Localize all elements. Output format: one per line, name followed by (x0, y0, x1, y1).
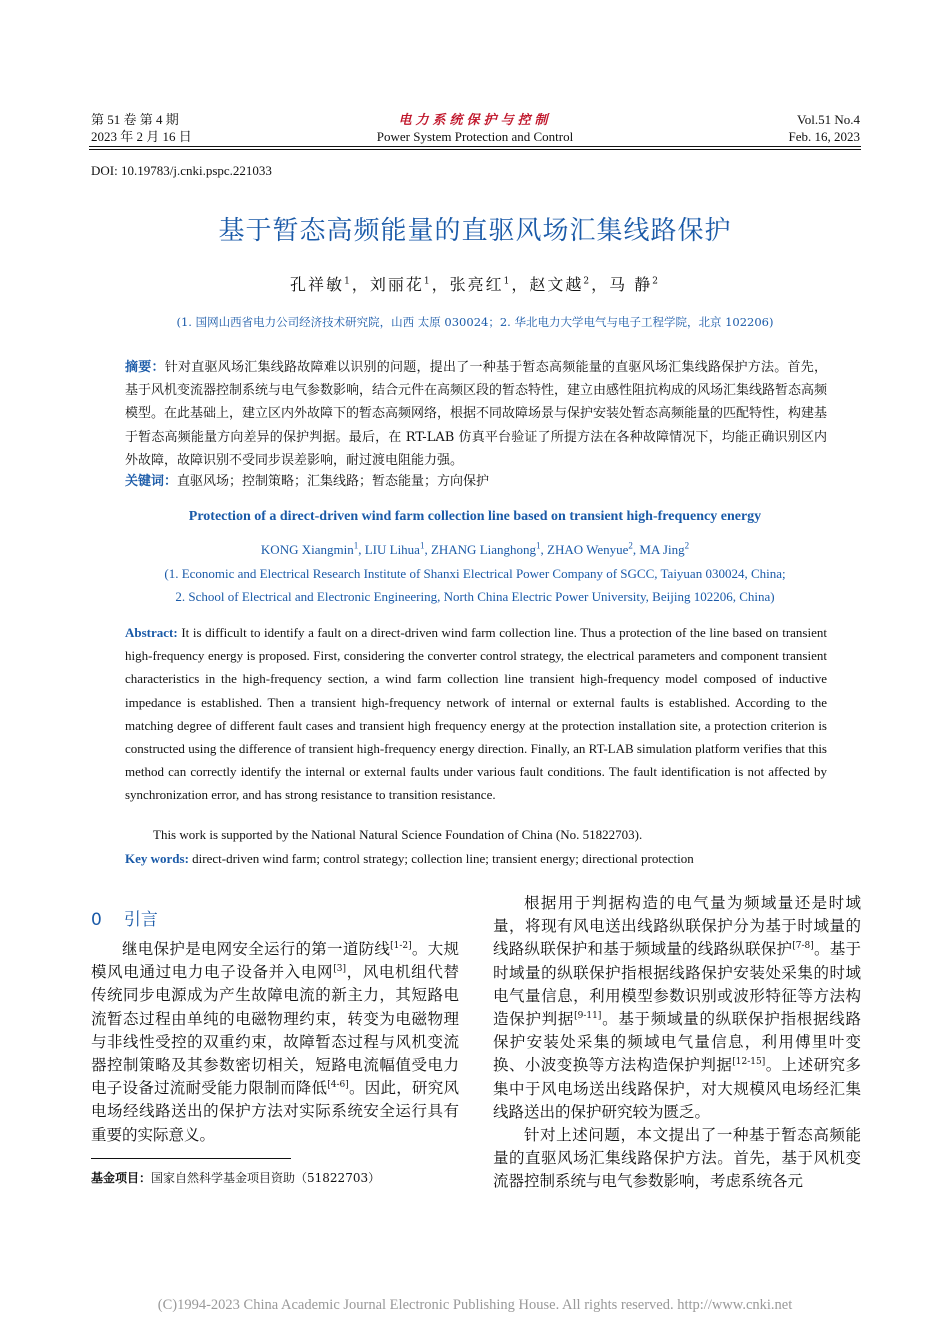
author-separator: ， (511, 275, 530, 294)
paper-title-en: Protection of a direct-driven wind farm collection line based on transient high-frequency energy (188, 509, 762, 524)
citation-ref[interactable]: [12-15] (732, 1057, 766, 1068)
paragraph (493, 1124, 861, 1194)
text-run: 。大规模风电通过电力电子设备并入电网 (91, 940, 459, 982)
header-rule-thin (89, 149, 861, 150)
author-separator: ， (351, 275, 370, 294)
keywords-en-text: direct-driven wind farm; control strategy; collection line; transient energy; directional protection (192, 851, 694, 866)
text-run: ，风电机组代替传统同步电源成为产生故障电流的新主力，其短路电流暂态过程由单纯的电磁物理约束，转变为电磁物理与非线性受控的双重约束，故障暂态过程与风机变流器控制策略及其参数密切相关，短路电流幅值受电力电子设备过流耐受能力限制而降低 (91, 963, 459, 1098)
author-affil-mark: 1 (353, 540, 359, 551)
author-separator: ， (431, 275, 450, 294)
authors-en (0, 542, 950, 558)
abstract-cn (125, 356, 827, 472)
author-affil-mark: 1 (503, 276, 512, 287)
author-name: MA Jing (639, 542, 685, 557)
abstract-cn-label: 摘要： (125, 360, 165, 375)
author-affil-mark: 2 (628, 540, 633, 551)
footnote-text: 国家自然科学基金项目资助（51822703） (151, 1171, 381, 1185)
author-affil-mark: 2 (583, 276, 592, 287)
author-affil-mark: 1 (419, 540, 425, 551)
body-column-left (91, 938, 459, 1147)
section-number: 0 (91, 910, 102, 930)
keywords-en (125, 851, 694, 867)
citation-ref[interactable]: [3] (333, 964, 346, 975)
header-vol-en (789, 111, 861, 145)
author-affil-mark: 1 (536, 540, 541, 551)
author-affil-mark: 1 (423, 276, 432, 287)
abstract-cn-text: 针对直驱风场汇集线路故障难以识别的问题，提出了一种基于暂态高频能量的直驱风场汇集线路保护方法。首先，基于风机变流器控制系统与电气参数影响，结合元件在高频区段的暂态特性，建立由感性阻抗构成的风场汇集线路暂态高频模型。在此基础上，建立区内外故障下的暂态高频网络，根据不同故障场景与保护安装处暂态高频能量的匹配特性，构建基于暂态高频能量方向差异的保护判据。最后，在 RT-LAB 仿真平台验证了所提方法在各种故障情况下，均能正确识别区内外故障，故障识别不受同步误差影响，耐过渡电阻能力强。 (125, 360, 828, 468)
author-separator: , (632, 542, 640, 557)
abstract-en-label: Abstract: (125, 625, 178, 640)
citation-ref[interactable]: [7-8] (792, 941, 814, 952)
keywords-cn-text: 直驱风场；控制策略；汇集线路；暂态能量；方向保护 (177, 474, 490, 489)
paragraph (493, 892, 861, 1124)
author-separator: , (540, 542, 548, 557)
author-name: ZHAO Wenyue (547, 542, 629, 557)
author-affil-mark: 2 (652, 276, 660, 287)
header-vol-no: Vol.51 No.4 (797, 112, 860, 127)
abstract-en-text: It is difficult to identify a fault on a direct-driven wind farm collection line. Thus a protection of the line based on transient high-frequency energy is proposed. First, considering the converter control strategy, the electrical parameters and component transient characteristics in the high-frequency section, a wind farm collection line transient high-frequency model composed of inductive impedance is established. Then a transient high-frequency network of internal or external faults is established. According to the matching degree of different fault cases and transient high frequency energy at the protection installation site, a protection criterion is constructed using the difference of transient high-frequency energy direction. Finally, an RT-LAB simulation platform verifies that this method can correctly identify the internal or external faults under various fault conditions. The fault identification is not affected by synchronization error, and has strong resistance to transition resistance. (125, 625, 827, 803)
author-name: LIU Lihua (364, 542, 420, 557)
author-affil-mark: 2 (684, 540, 690, 551)
text-run: 针对上述问题，本文提出了一种基于暂态高频能量的直驱风场汇集线路保护方法。首先，基于风机变流器控制系统与电气参数影响，考虑系统各元 (493, 1126, 861, 1191)
section-title: 引言 (123, 910, 158, 930)
funding-statement-en: This work is supported by the National Natural Science Foundation of China (No. 51822703). (153, 827, 643, 842)
affiliations-cn: (1. 国网山西省电力公司经济技术研究院，山西 太原 030024；2. 华北电力大学电气与电子工程学院，北京 102206) (176, 315, 774, 329)
citation-ref[interactable]: [1-2] (390, 940, 412, 951)
author-separator: , (424, 542, 431, 557)
author-name: 孔祥敏 (290, 275, 345, 294)
copyright-watermark: (C)1994-2023 China Academic Journal Electronic Publishing House. All rights reserved. http://www.cnki.net (157, 1297, 793, 1313)
author-name: KONG Xiangmin (260, 542, 354, 557)
footnote-rule (91, 1158, 291, 1159)
header-rule (89, 146, 861, 147)
affiliation-en-1: (1. Economic and Electrical Research Institute of Shanxi Electrical Power Company of SGCC, Taiyuan 030024, China; (164, 566, 786, 581)
text-run: 根据用于判据构造的电气量为频域量还是时域量，将现有风电送出线路纵联保护分为基于时域量的线路纵联保护和基于频域量的线路纵联保护 (493, 894, 861, 959)
paragraph (91, 938, 459, 1147)
author-affil-mark: 1 (344, 276, 352, 287)
citation-ref[interactable]: [4-6] (327, 1080, 349, 1091)
author-separator: ， (591, 275, 610, 294)
header-volume: 第 51 卷 第 4 期 (91, 112, 179, 127)
keywords-cn-label: 关键词： (125, 474, 178, 489)
paper-title-cn: 基于暂态高频能量的直驱风场汇集线路保护 (218, 216, 732, 246)
header-date: 2023 年 2 月 16 日 (91, 129, 192, 144)
citation-ref[interactable]: [9-11] (574, 1010, 602, 1021)
text-run: 。上述研究多集中于风电场送出线路保护，对大规模风电场经汇集线路送出的保护研究较为匮乏。 (493, 1056, 861, 1121)
authors-cn (0, 272, 950, 295)
author-separator: , (358, 542, 365, 557)
footnote-label: 基金项目： (91, 1171, 152, 1185)
author-name: 赵文越 (529, 275, 584, 294)
journal-name-cn: 电力系统保护与控制 (398, 112, 552, 127)
body-column-right (493, 892, 861, 1194)
section-heading (91, 905, 158, 930)
affiliation-en-2: 2. School of Electrical and Electronic Engineering, North China Electric Power University, Beijing 102206, China) (175, 589, 775, 604)
author-name: 刘丽花 (369, 275, 424, 294)
keywords-cn (125, 472, 827, 492)
header-date-en: Feb. 16, 2023 (788, 129, 860, 144)
text-run: 。因此，研究风电场经线路送出的保护方法对实际系统安全运行具有重要的实际意义。 (91, 1079, 459, 1144)
footnote-funding (91, 1169, 380, 1186)
text-run: 。基于频域量的纵联保护指根据线路保护安装处采集的频域电气量信息，利用傅里叶变换、小波变换等方法构造保护判据 (493, 1010, 861, 1075)
author-name: 张亮红 (449, 275, 504, 294)
text-run: 继电保护是电网安全运行的第一道防线 (122, 940, 391, 958)
keywords-en-label: Key words: (125, 851, 189, 866)
text-run: 。基于时域量的纵联保护指根据线路保护安装处采集的时域电气量信息，利用模型参数识别或波形特征等方法构造保护判据 (493, 940, 861, 1029)
author-name: 马 静 (609, 275, 653, 294)
abstract-en (125, 621, 827, 807)
doi[interactable]: DOI: 10.19783/j.cnki.pspc.221033 (91, 163, 272, 178)
author-name: ZHANG Lianghong (430, 542, 537, 557)
journal-name-en: Power System Protection and Control (376, 129, 574, 144)
